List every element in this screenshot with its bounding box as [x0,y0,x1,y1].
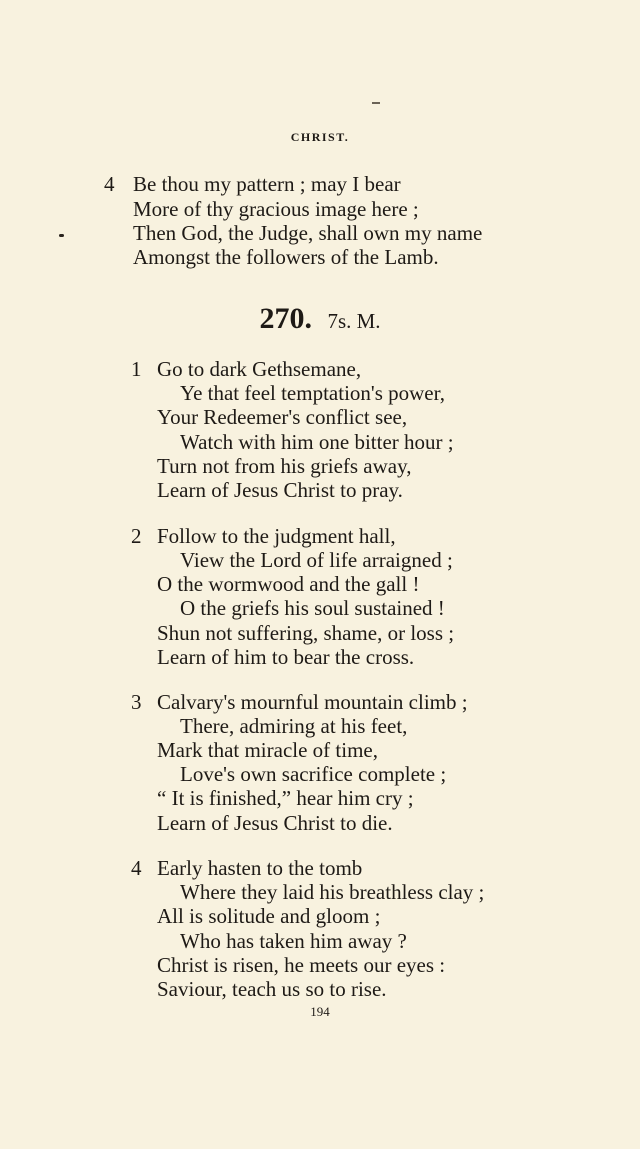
verse-line: Learn of him to bear the cross. [157,645,415,669]
stanza-number: 2 [131,524,142,548]
verse-line: Your Redeemer's conflict see, [157,405,408,429]
verse-line: More of thy gracious image here ; [133,197,419,221]
verse-line: Christ is risen, he meets our eyes : [157,953,446,977]
verse-line: Be thou my pattern ; may I bear [133,172,401,196]
hymn-heading [0,302,640,336]
verse-line: Learn of Jesus Christ to pray. [157,478,403,502]
verse-line: Then God, the Judge, shall own my name [133,221,483,245]
verse-line: Learn of Jesus Christ to die. [157,811,393,835]
verse-line: O the griefs his soul sustained ! [180,596,445,620]
verse-line: View the Lord of life arraigned ; [180,548,453,572]
verse-line: Follow to the judgment hall, [157,524,396,548]
hymn-meter: 7s. M. [327,309,381,333]
verse-line: There, admiring at his feet, [180,714,408,738]
verse-line: Saviour, teach us so to rise. [157,977,387,1001]
verse-line: Early hasten to the tomb [157,856,363,880]
verse-line: Ye that feel temptation's power, [180,381,446,405]
verse-line: Love's own sacrifice complete ; [180,762,447,786]
verse-line: Shun not suffering, shame, or loss ; [157,621,455,645]
verse-line: Amongst the followers of the Lamb. [133,245,439,269]
verse-line: Turn not from his griefs away, [157,454,412,478]
print-mark [59,234,64,237]
verse-line: Watch with him one bitter hour ; [180,430,454,454]
stanza-number: 4 [104,172,115,196]
stanza-number: 1 [131,357,142,381]
stanza-number: 4 [131,856,142,880]
verse-line: Mark that miracle of time, [157,738,379,762]
page-number: 194 [310,1004,330,1019]
verse-line: Where they laid his breathless clay ; [180,880,485,904]
verse-line: Go to dark Gethsemane, [157,357,362,381]
stanza-number: 3 [131,690,142,714]
verse-line: Who has taken him away ? [180,929,407,953]
running-head: CHRIST. [290,130,350,144]
verse-line: All is solitude and gloom ; [157,904,381,928]
verse-line: Calvary's mournful mountain climb ; [157,690,468,714]
hymn-number: 270. [259,302,312,335]
print-mark [372,102,380,104]
verse-line: “ It is finished,” hear him cry ; [157,786,414,810]
verse-line: O the wormwood and the gall ! [157,572,420,596]
